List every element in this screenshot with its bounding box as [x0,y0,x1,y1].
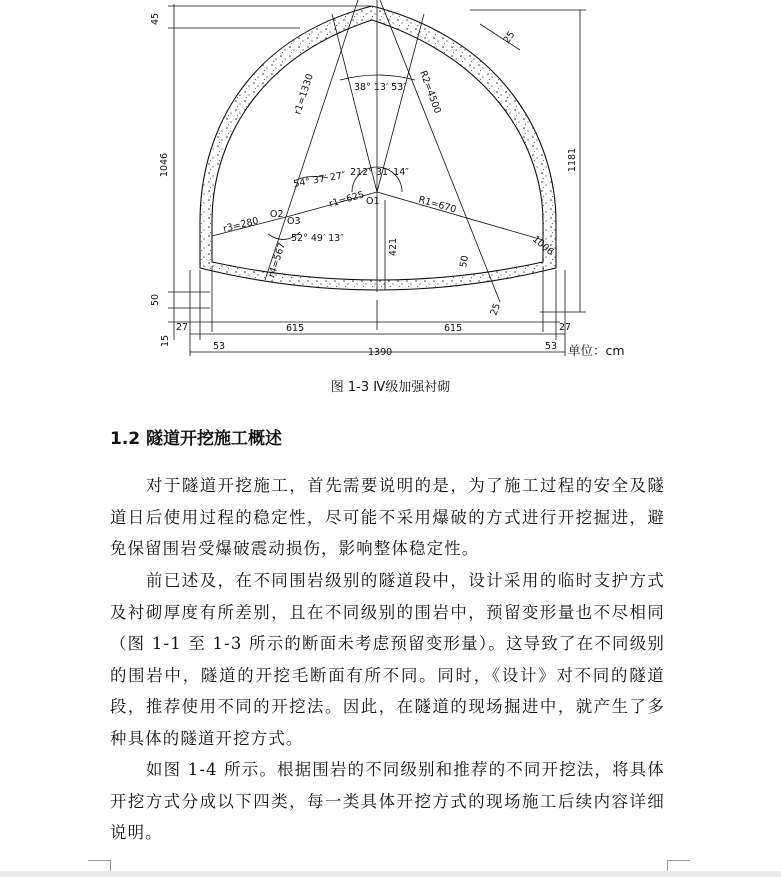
center-o3: O3 [287,216,301,227]
unit-label: 单位：cm [568,343,625,358]
tunnel-cross-section-drawing [0,0,781,372]
dim-27-right: 27 [559,322,572,333]
angle-top: 38° 13′ 53″ [354,82,407,93]
angle-212: 212° 31′ 14″ [350,167,409,178]
dim-15: 15 [160,334,171,348]
construction-lines [212,0,543,302]
dim-53-right: 53 [545,341,558,352]
dim-421: 421 [388,237,399,257]
dim-1181: 1181 [567,147,578,173]
page-corner-mark-right [667,860,690,871]
radius-r1-670: R1=670 [417,194,458,216]
lining-outer-arch [200,6,556,290]
dim-1390: 1390 [368,347,393,358]
radius-r2-4500: R2=4500 [417,69,443,116]
dim-27-left: 27 [176,322,189,333]
paragraph-1: 对于隧道开挖施工，首先需要说明的是，为了施工过程的安全及隧道日后使用过程的稳定性，尽可能不采用爆破的方式进行开挖掘进，避免保留围岩受爆破震动损伤，影响整体稳定性。 [110,476,665,558]
tunnel-lining [200,6,556,290]
dim-25-bottom: 25 [488,301,503,318]
dim-1006: 1006 [530,233,556,258]
dim-1046: 1046 [159,152,170,178]
dim-25: 25 [501,29,518,46]
paragraph-2: 前已述及，在不同围岩级别的隧道段中，设计采用的临时支护方式及衬砌厚度有所差别，且在不同级别的围岩中，预留变形量也不尽相同（图 1-1 至 1-3 所示的断面未考虑预留变形量）。这导致了在不同级别的围岩中，隧道的开挖毛断面有所不同。同时，《设计》对不同的隧道段，推荐使用不同的开挖法。因此，在隧道的现场掘进中，就产生了多种具体的隧道开挖方式。 [110,571,665,748]
radius-r1-1330: r1=1330 [292,72,316,116]
dim-615-left: 615 [286,323,305,334]
radius-r1-625: r1=625 [327,189,366,210]
dim-615-right: 615 [444,323,463,334]
paragraph-3: 如图 1-4 所示。根据围岩的不同级别和推荐的不同开挖法，将具体开挖方式分成以下四类，每一类具体开挖方式的现场施工后续内容详细说明。 [110,760,665,842]
dim-50-inner: 50 [458,254,472,269]
dim-53-left: 53 [213,341,226,352]
section-heading: 1.2 隧道开挖施工概述 [110,429,283,449]
dim-45: 45 [150,12,161,26]
angle-52: 52° 49′ 13″ [291,233,344,244]
radius-r4-567: r4=567 [266,241,288,279]
center-o1: O1 [366,196,380,207]
figure-caption: 图 1-3 Ⅳ级加强衬砌 [330,380,451,395]
page-corner-mark-left [88,860,111,871]
page-edge [0,871,781,877]
angle-54: 54° 37′ 27″ [292,169,347,190]
center-o2: O2 [270,209,284,220]
radius-r3-280: r3=280 [222,215,260,235]
dim-50: 50 [150,293,161,307]
